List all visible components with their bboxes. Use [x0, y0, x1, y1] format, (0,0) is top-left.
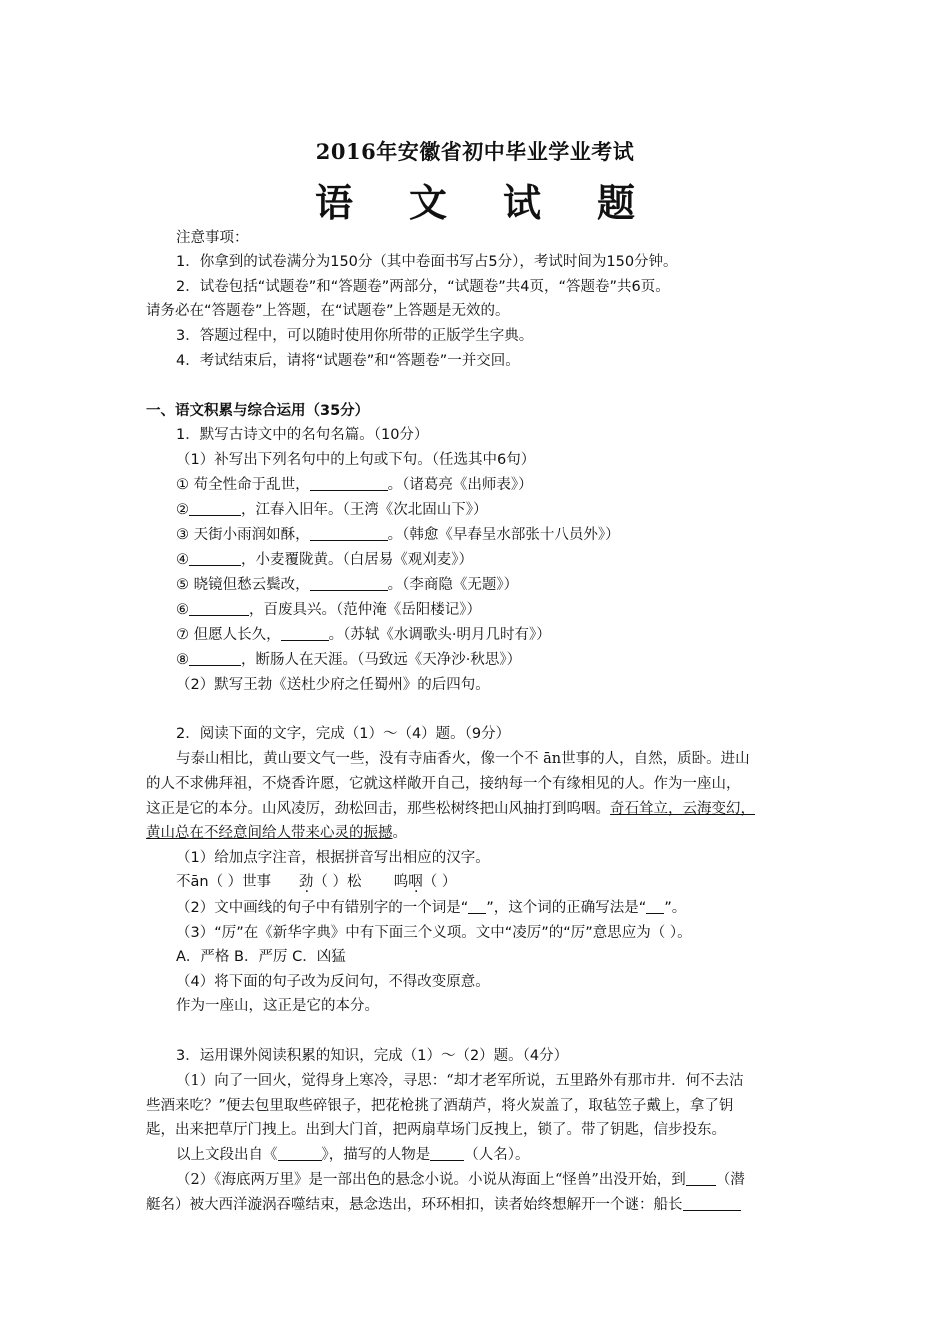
sub-question-text: 》，描写的人物是: [321, 1147, 431, 1163]
passage-line: 的人不求佛拜祖，不烧香许愿，它就这样敞开自己，接纳每一个有缘相见的人。作为一座山，: [146, 776, 741, 792]
passage-text: （2）《海底两万里》是一部出色的悬念小说。小说从海面上“怪兽”出没开始，到: [176, 1172, 686, 1188]
fill-in-source: 。（李商隐《无题》）: [387, 577, 519, 593]
answer-blank[interactable]: [683, 1196, 741, 1211]
subtitle-char: 试: [502, 180, 541, 225]
fill-in-source: ，百废具兴。（范仲淹《岳阳楼记》）: [249, 602, 481, 618]
answer-blank[interactable]: [310, 576, 388, 591]
subtitle-char: 文: [408, 180, 447, 225]
fill-in-item: [176, 500, 846, 522]
exam-subtitle: [0, 172, 950, 227]
notice-item: 4．考试结束后，请将“试题卷”和“答题卷”一并交回。: [176, 353, 520, 369]
fill-in-text: ⑧: [176, 652, 189, 668]
answer-options: A．严格 B．严厉 C．凶猛: [176, 949, 346, 965]
fill-in-source: ，江春入旧年。（王湾《次北固山下》）: [241, 502, 488, 518]
passage-line: 些酒来吃？”便去包里取些碎银子，把花枪挑了酒葫芦，将火炭盖了，取毡笠子戴上，拿了钥: [146, 1098, 734, 1114]
answer-blank[interactable]: [646, 899, 664, 914]
passage-text: 艇名）被大西洋漩涡吞噬结束，悬念迭出，环环相扣，读者始终想解开一个谜：船长: [146, 1197, 683, 1213]
pinyin-item: 不ān（ ）世事: [176, 874, 272, 890]
sub-question: （4）将下面的句子改为反问句，不得改变原意。: [176, 974, 490, 990]
passage-line: 匙，出来把草厅门拽上。出到大门首，把两扇草场门反拽上，锁了。带了钥匙，信步投东。: [146, 1122, 726, 1138]
notice-item: 2．试卷包括“试题卷”和“答题卷”两部分，“试题卷”共4页，“答题卷”共6页。: [176, 279, 670, 295]
fill-in-item: [176, 525, 846, 547]
answer-blank[interactable]: [189, 501, 241, 516]
question-stem: 1．默写古诗文中的名句名篇。（10分）: [176, 427, 429, 443]
dotted-char: 劲: [298, 874, 314, 890]
sub-question: [176, 898, 846, 920]
answer-blank[interactable]: [189, 551, 241, 566]
dotted-char: 咽: [408, 874, 423, 890]
sub-question-text: （人名）。: [464, 1147, 530, 1163]
fill-in-text: ⑤ 晓镜但愁云鬓改，: [176, 577, 310, 593]
question-part: （2）默写王勃《送杜少府之任蜀州》的后四句。: [176, 677, 490, 693]
pinyin-item: 呜: [393, 874, 409, 890]
sub-question: （3）“厉”在《新华字典》中有下面三个义项。文中“凌厉”的“厉”意思应为（ ）。: [176, 925, 692, 941]
answer-blank[interactable]: [278, 1146, 322, 1161]
fill-in-text: ⑦ 但愿人长久，: [176, 627, 281, 643]
fill-in-item: [176, 600, 846, 622]
underlined-sentence: 奇石耸立，云海变幻，: [610, 801, 755, 817]
answer-blank[interactable]: [310, 526, 388, 541]
passage-text: （潜: [715, 1172, 745, 1188]
sub-question-text: 以上文段出自《: [176, 1147, 278, 1163]
notice-item: 3．答题过程中，可以随时使用你所带的正版学生字典。: [176, 328, 534, 344]
fill-in-text: ③ 天街小雨润如酥，: [176, 527, 310, 543]
answer-blank[interactable]: [468, 899, 486, 914]
passage-line: [146, 1195, 816, 1217]
sub-question-text: （2）文中画线的句子中有错别字的一个词是“: [176, 900, 469, 916]
question-part: （1）补写出下列名句中的上句或下句。（任选其中6句）: [176, 452, 536, 468]
sub-question: （1）给加点字注音，根据拼音写出相应的汉字。: [176, 850, 490, 866]
answer-blank[interactable]: [686, 1171, 716, 1186]
question-stem: 3．运用课外阅读积累的知识，完成（1）～（2）题。（4分）: [176, 1048, 569, 1064]
fill-in-item: [176, 550, 846, 572]
fill-in-text: ⑥: [176, 602, 189, 618]
passage-line: [146, 799, 816, 821]
passage-text: 。: [392, 825, 407, 841]
fill-in-source: ，断肠人在天涯。（马致远《天净沙·秋思》）: [241, 652, 522, 668]
fill-in-text: ① 苟全性命于乱世，: [176, 477, 310, 493]
passage-line: [176, 1170, 846, 1192]
subtitle-char: 语: [314, 180, 353, 225]
fill-in-item: [176, 475, 846, 497]
fill-in-source: ，小麦覆陇黄。（白居易《观刈麦》）: [241, 552, 473, 568]
answer-blank[interactable]: [189, 601, 249, 616]
question-stem: 2．阅读下面的文字，完成（1）～（4）题。（9分）: [176, 726, 511, 742]
fill-in-text: ②: [176, 502, 189, 518]
passage-text: 这正是它的本分。山风凌厉，劲松回击，那些松树终把山风抽打到呜咽。: [146, 801, 610, 817]
fill-in-source: 。（韩愈《早春呈水部张十八员外》）: [387, 527, 620, 543]
notice-item-cont: 请务必在“答题卷”上答题，在“试题卷”上答题是无效的。: [146, 303, 510, 319]
fill-in-text: ④: [176, 552, 189, 568]
answer-blank[interactable]: [310, 476, 388, 491]
fill-in-item: [176, 650, 846, 672]
sub-question: [176, 1145, 846, 1167]
fill-in-item: [176, 625, 846, 647]
passage-line: （1）向了一回火，觉得身上寒冷，寻思：“却才老军所说，五里路外有那市井．何不去沽: [176, 1073, 744, 1089]
pinyin-item: （ ）: [422, 874, 457, 890]
answer-blank[interactable]: [189, 651, 241, 666]
sub-question-text: ”，这个词的正确写法是“: [486, 900, 647, 916]
exam-title: 2016年安徽省初中毕业学业考试: [315, 139, 635, 164]
passage-line: [146, 823, 816, 845]
underlined-sentence: 黄山总在不经意间给人带来心灵的振撼: [146, 825, 393, 841]
section-heading: 一、语文积累与综合运用（35分）: [146, 403, 370, 419]
notice-heading: 注意事项：: [176, 230, 249, 246]
fill-in-source: 。（诸葛亮《出师表》）: [387, 477, 533, 493]
sentence-to-rewrite: 作为一座山，这正是它的本分。: [176, 998, 379, 1014]
subtitle-char: 题: [596, 180, 635, 225]
sub-question-text: ”。: [664, 900, 687, 916]
pinyin-items: [176, 872, 846, 894]
fill-in-source: 。（苏轼《水调歌头·明月几时有》）: [328, 627, 551, 643]
answer-blank[interactable]: [430, 1146, 464, 1161]
fill-in-item: [176, 575, 846, 597]
passage-line: 与泰山相比，黄山要文气一些，没有寺庙香火，像一个不 ān世事的人，自然，质卧。进山: [176, 751, 750, 767]
answer-blank[interactable]: [281, 626, 329, 641]
pinyin-item: （ ）松: [313, 874, 362, 890]
notice-item: 1．你拿到的试卷满分为150分（其中卷面书写占5分），考试时间为150分钟。: [176, 254, 678, 270]
